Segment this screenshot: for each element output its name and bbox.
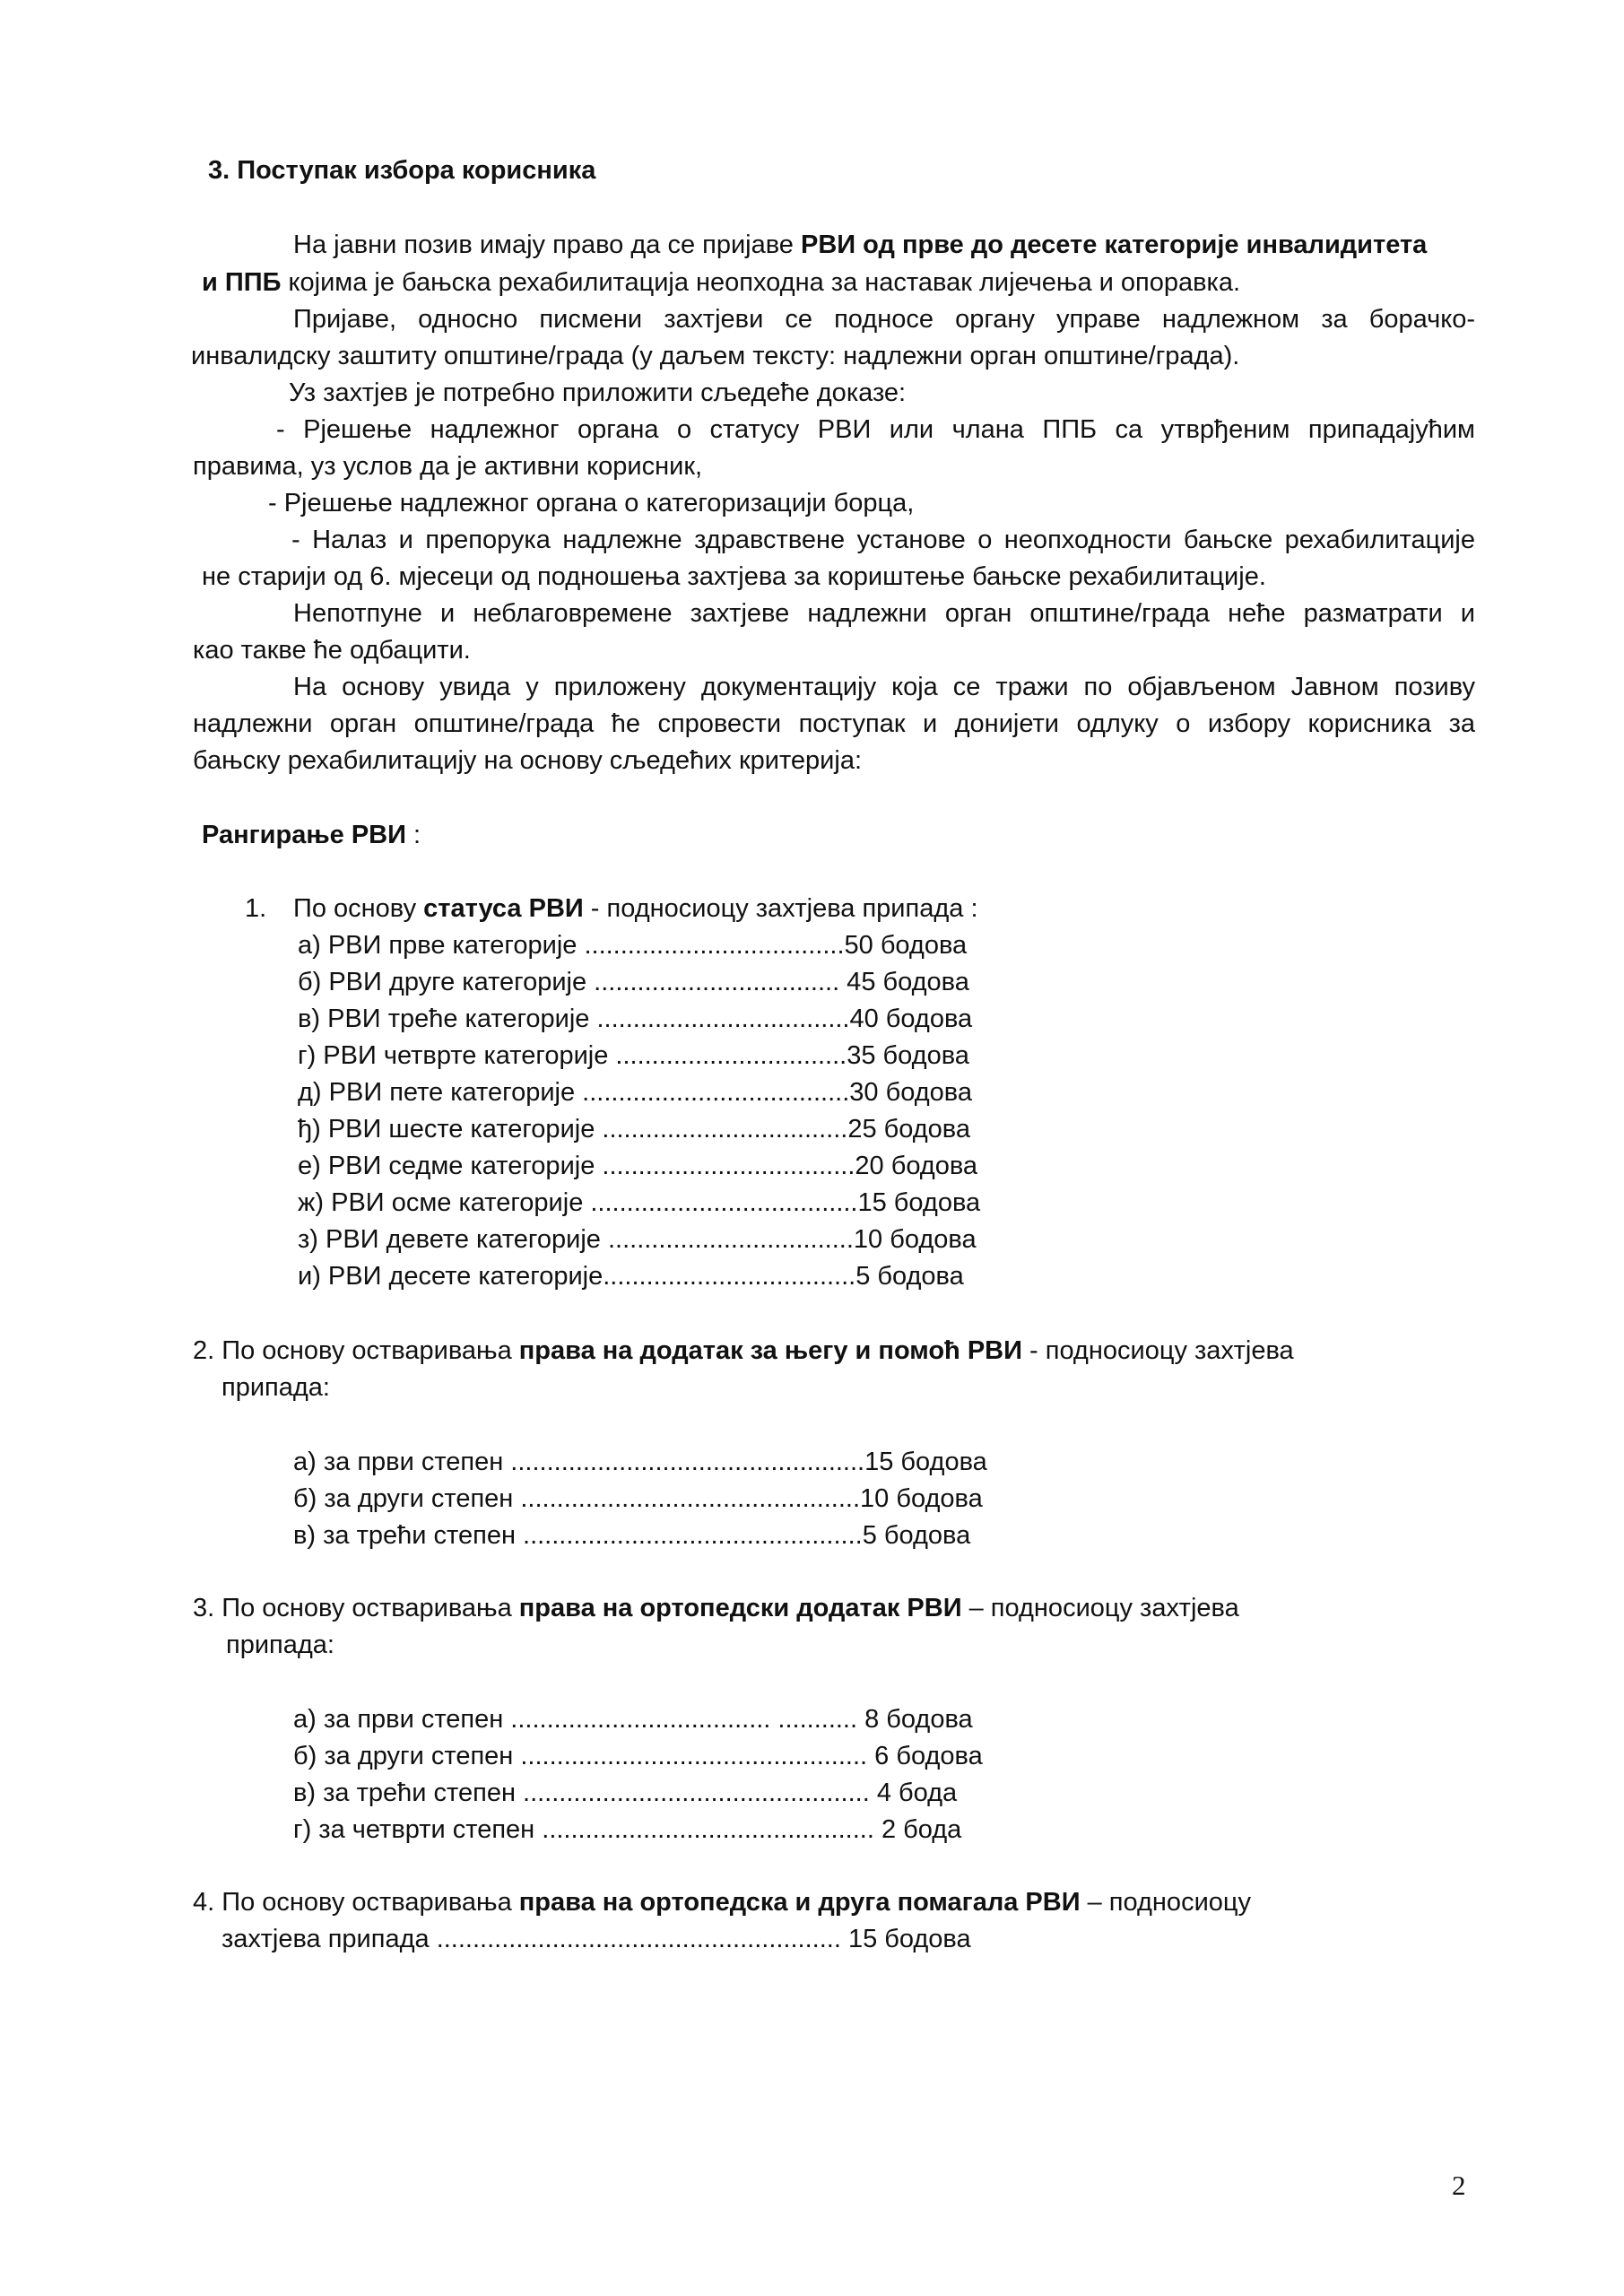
list-item: е) РВИ седме категорије ...................................20 бодова xyxy=(298,1152,978,1180)
paragraph-line: Непотпуне и неблаговремене захтјеве надлежни орган општине/града неће разматрати и xyxy=(293,599,1475,628)
bold-text: и ППБ xyxy=(202,268,282,297)
criterion-number: 1. xyxy=(245,894,267,923)
bold-text: статуса РВИ xyxy=(423,894,584,923)
evidence-item: - Рјешење надлежног органа о статусу РВИ или члана ППБ са утврђеним припадајућим xyxy=(276,415,1475,444)
evidence-item-continuation: правима, уз услов да је активни корисник, xyxy=(193,452,703,481)
text-run: - подносиоцу захтјева xyxy=(1021,1336,1294,1365)
list-item: а) за први степен .................................................15 бодова xyxy=(293,1448,987,1476)
criterion-line: захтјева припада ........................................................ 15 бодова xyxy=(221,1925,971,1953)
bold-text: права на ортопедска и друга помагала РВИ xyxy=(518,1888,1081,1917)
paragraph-line: као такве ће одбацити. xyxy=(193,636,471,665)
section-heading: 3. Поступак избора корисника xyxy=(208,156,596,185)
paragraph-line: инвалидску заштиту општине/града (у даљем тексту: надлежни орган општине/града). xyxy=(191,342,1240,370)
list-item: б) за други степен ...............................................10 бодова xyxy=(293,1484,983,1513)
text-run: 4. По основу остваривања xyxy=(193,1888,519,1917)
list-item: в) за трећи степен ................................................ 4 бода xyxy=(293,1779,958,1807)
criterion-line: припада: xyxy=(221,1373,330,1402)
paragraph-line: На основу увида у приложену документацију која се тражи по објављеном Јавном позиву xyxy=(293,673,1475,701)
bold-text: права на додатак за његу и помоћ РВИ xyxy=(518,1336,1022,1365)
criterion-line xyxy=(193,1590,1239,1627)
text-run: На јавни позив имају право да се пријаве xyxy=(293,230,801,259)
list-item: ж) РВИ осме категорије .....................................15 бодова xyxy=(298,1188,981,1217)
list-item: б) за други степен ................................................ 6 бодова xyxy=(293,1742,983,1770)
list-item: ђ) РВИ шесте категорије ..................................25 бодова xyxy=(298,1115,971,1144)
paragraph-line: Уз захтјев је потребно приложити сљедеће доказе: xyxy=(289,378,907,407)
list-item: б) РВИ друге категорије .................................. 45 бодова xyxy=(298,968,969,996)
criterion-line: припада: xyxy=(226,1631,334,1659)
list-item: в) РВИ треће категорије ...................................40 бодова xyxy=(298,1004,973,1033)
text-run: - подносиоцу захтјева припада : xyxy=(583,894,978,923)
ranking-heading xyxy=(202,817,421,854)
list-item: д) РВИ пете категорије .....................................30 бодова xyxy=(298,1078,972,1107)
evidence-item-continuation: не старији од 6. мјесеци од подношења захтјева за кориштење бањске рехабилитације. xyxy=(202,562,1266,591)
paragraph-line: Пријаве, односно писмени захтјеви се подносе органу управе надлежном за борачко- xyxy=(293,305,1475,334)
bold-text: Рангирање РВИ xyxy=(202,821,406,849)
list-item: з) РВИ девете категорије ..................................10 бодова xyxy=(298,1225,977,1254)
list-item: г) за четврти степен .............................................. 2 бода xyxy=(293,1815,962,1844)
text-run: По основу xyxy=(293,894,424,923)
criterion-line xyxy=(293,891,978,927)
text-run: 2. По основу остваривања xyxy=(193,1336,519,1365)
criterion-line xyxy=(193,1333,1294,1370)
bold-text: права на ортопедски додатак РВИ xyxy=(518,1594,962,1622)
list-item: и) РВИ десете категорије...................................5 бодова xyxy=(298,1262,964,1291)
text-run: : xyxy=(405,821,421,849)
paragraph-line: надлежни орган општине/града ће спровести поступак и донијети одлуку о избору корисника за xyxy=(193,709,1475,738)
paragraph-line xyxy=(202,265,1240,301)
text-run: 3. По основу остваривања xyxy=(193,1594,519,1622)
evidence-item: - Рјешење надлежног органа о категоризацији борца, xyxy=(268,489,915,517)
list-item: а) РВИ прве категорије ....................................50 бодова xyxy=(298,931,968,960)
criterion-line xyxy=(193,1884,1251,1921)
paragraph-line xyxy=(293,227,1427,264)
text-run: – подносиоцу захтјева xyxy=(961,1594,1239,1622)
list-item: а) за први степен .................................... ........... 8 бодова xyxy=(293,1705,973,1734)
bold-text: РВИ од прве до десете категорије инвалидитета xyxy=(801,230,1428,259)
list-item: в) за трећи степен ...............................................5 бодова xyxy=(293,1521,971,1550)
list-item: г) РВИ четврте категорије ................................35 бодова xyxy=(298,1041,969,1070)
evidence-item: - Налаз и препорука надлежне здравствене установе о неопходности бањске рехабилитације xyxy=(291,526,1475,554)
text-run: – подносиоцу xyxy=(1080,1888,1252,1917)
text-run: којима је бањска рехабилитација неопходна за наставак лијечења и опоравка. xyxy=(281,268,1241,297)
page-number: 2 xyxy=(1452,2170,1466,2201)
paragraph-line: бањску рехабилитацију на основу сљедећих критерија: xyxy=(193,746,863,775)
